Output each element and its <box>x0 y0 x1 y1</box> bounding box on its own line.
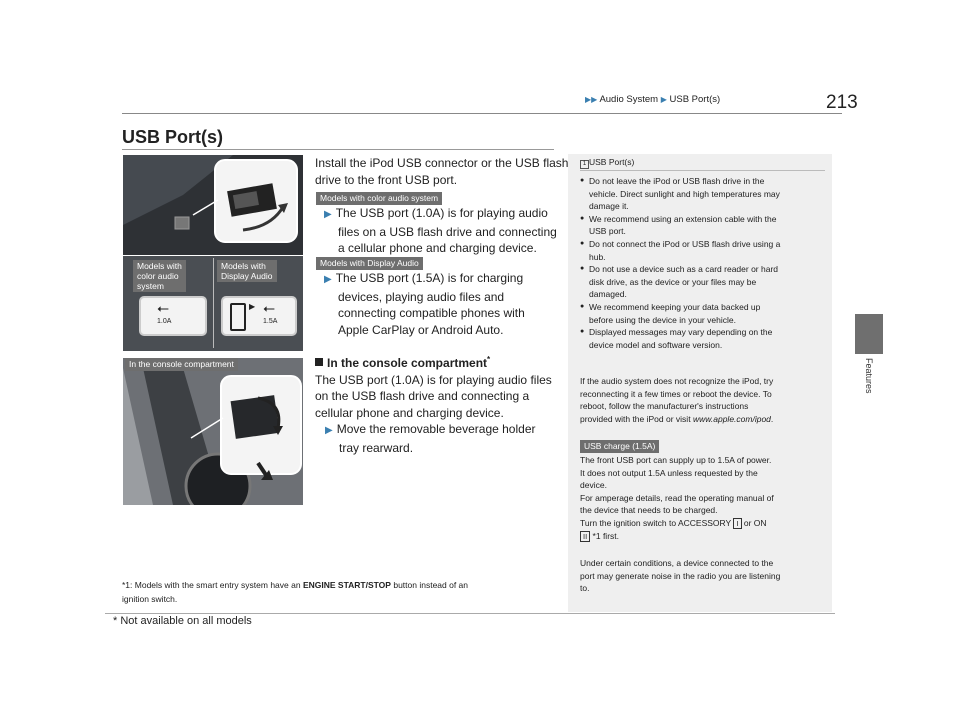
bullet-item <box>580 213 828 238</box>
console-heading <box>315 352 552 372</box>
panel-divider <box>213 258 214 348</box>
port-label-15a: 1.5A <box>263 318 278 325</box>
bullet-line: disk drive, as the device or your files may be <box>589 276 757 287</box>
notes-title-rule <box>580 170 825 171</box>
port-icons-panel <box>123 256 303 351</box>
breadcrumb-arrow-icon: ▶ <box>660 95 667 104</box>
para-line: reboot, follow the manufacturer's instructions <box>580 401 749 412</box>
bullet-line: device model and software version. <box>589 339 723 350</box>
footnote-suffix: button instead of an <box>393 580 469 590</box>
item-line: Apple CarPlay or Android Auto. <box>338 322 504 337</box>
notes-bullets <box>580 175 828 351</box>
usb-15a-description <box>324 270 525 338</box>
item-line: connecting compatible phones with <box>338 306 525 320</box>
para-line: Under certain conditions, a device connected to the <box>580 558 774 568</box>
para-line: the device that needs to be charged. <box>580 505 718 516</box>
bullet-line: USB port. <box>589 226 626 237</box>
notes-charge-paragraph <box>580 454 830 542</box>
pointer-icon: ▶ <box>324 209 332 220</box>
phone-icon <box>230 303 246 331</box>
para-line: to. <box>580 583 590 594</box>
bullet-item <box>580 326 828 351</box>
key-on-icon: II <box>580 531 590 542</box>
footer-divider <box>105 613 835 614</box>
item-line: devices, playing audio files and <box>338 289 505 304</box>
para-line: reconnecting it a few times or reboot the device. To <box>580 388 772 399</box>
footnote <box>122 578 562 606</box>
item-line: The USB port (1.5A) is for charging <box>335 271 524 285</box>
bullet-item <box>580 238 828 263</box>
page-title: USB Port(s) <box>122 127 224 147</box>
tag-line: Models with <box>221 261 266 271</box>
bullet-line: ● Displayed messages may vary depending on the <box>589 327 773 338</box>
tag-line: Models with <box>137 261 182 271</box>
bullet-line: ● Do not connect the iPod or USB flash drive using a <box>589 238 781 249</box>
bullet-line: vehicle. Direct sunlight and high temperatures may <box>589 188 780 199</box>
para-line: provided with the iPod or visit <box>580 413 691 424</box>
intro-line: drive to the front USB port. <box>315 172 458 187</box>
console-asterisk: * <box>487 355 491 364</box>
apple-link[interactable]: www.apple.com/ipod <box>692 413 771 424</box>
notes-title <box>580 157 634 169</box>
tag-models-color-audio: Models with color audio system <box>316 192 442 205</box>
notes-title-text: USB Port(s) <box>589 157 635 167</box>
tag-display-audio-figure <box>217 260 277 282</box>
item-line: a cellular phone and charging device. <box>338 241 537 255</box>
notes-noise-paragraph <box>580 557 830 595</box>
arrow-icon: ▶ <box>249 302 256 311</box>
usb-icon: ⭠ <box>263 300 276 317</box>
bullet-line: damage it. <box>589 201 629 212</box>
bullet-line: ● We recommend using an extension cable with the <box>589 213 777 224</box>
tag-line: Display Audio <box>221 271 273 281</box>
footnote-prefix: *1: Models with the smart entry system have an <box>122 580 301 590</box>
para-line: or ON <box>743 517 767 528</box>
usb-icon: ⭠ <box>157 300 170 317</box>
footnote-bold: ENGINE START/STOP <box>302 580 391 590</box>
item-line: files on a USB flash drive and connecting <box>338 224 557 239</box>
pointer-icon: ▶ <box>325 425 333 436</box>
bullet-item <box>580 175 828 213</box>
breadcrumb <box>585 94 720 105</box>
bullet-line: ● Do not leave the iPod or USB flash drive in the <box>589 176 765 186</box>
bullet-line: hub. <box>589 251 606 262</box>
intro-text <box>315 155 568 188</box>
usb-port-photo <box>123 155 303 255</box>
para-line: port may generate noise in the radio you are listening <box>580 570 781 581</box>
notes-reboot-paragraph <box>580 375 830 425</box>
usb-10a-description <box>324 205 557 257</box>
notes-number-icon: 1 <box>580 160 589 169</box>
availability-note: * Not available on all models <box>113 615 252 627</box>
bullet-line: damaged. <box>589 289 627 300</box>
console-line: cellular phone and charging device. <box>315 405 504 420</box>
para-end: . <box>770 413 774 424</box>
breadcrumb-item-audio-system[interactable]: Audio System <box>599 94 659 105</box>
console-photo <box>123 358 303 505</box>
console-line: The USB port (1.0A) is for playing audio files <box>315 372 552 387</box>
para-line: It does not output 1.5A unless requested by the <box>580 467 758 478</box>
section-square-icon <box>315 358 323 366</box>
bullet-item <box>580 301 828 326</box>
title-divider <box>122 149 554 150</box>
usb-port-1a <box>139 296 207 336</box>
tag-line: system <box>137 281 164 291</box>
side-tab-label: Features <box>864 358 874 394</box>
console-illustration <box>123 358 303 505</box>
console-sub-line: tray rearward. <box>339 440 414 455</box>
port-label-1a: 1.0A <box>157 318 172 325</box>
para-line: The front USB port can supply up to 1.5A of power. <box>580 455 772 465</box>
header-divider <box>122 113 842 114</box>
tag-color-audio-figure <box>133 260 186 292</box>
para-line: Turn the ignition switch to ACCESSORY <box>580 517 732 528</box>
tag-usb-charge: USB charge (1.5A) <box>580 440 659 453</box>
console-figure-tag: In the console compartment <box>125 358 238 371</box>
breadcrumb-item-usb-ports[interactable]: USB Port(s) <box>669 94 721 105</box>
item-line: The USB port (1.0A) is for playing audio <box>335 206 548 220</box>
footnote-line-2: ignition switch. <box>122 594 178 604</box>
breadcrumb-arrow-icon: ▶▶ <box>585 95 598 104</box>
key-accessory-icon: I <box>733 518 741 529</box>
bullet-line: ● We recommend keeping your data backed up <box>589 301 761 312</box>
para-line: For amperage details, read the operating manual of <box>580 492 774 503</box>
console-section <box>315 352 552 456</box>
console-line: on the USB flash drive and connecting a <box>315 389 530 403</box>
page-number: 213 <box>826 92 858 113</box>
bullet-line: ● Do not use a device such as a card reader or hard <box>589 264 778 275</box>
console-sub-line: Move the removable beverage holder <box>336 422 536 436</box>
para-line: device. <box>580 480 607 491</box>
para-line: *1 first. <box>592 530 619 541</box>
pointer-icon: ▶ <box>324 274 332 285</box>
bullet-item <box>580 263 828 301</box>
intro-line: Install the iPod USB connector or the USB flash <box>315 156 569 170</box>
tag-line: color audio <box>137 271 179 281</box>
console-heading-text: In the console compartment <box>327 356 488 370</box>
usb-port-illustration <box>123 155 303 255</box>
tag-models-display-audio: Models with Display Audio <box>316 257 423 270</box>
side-tab <box>855 314 883 354</box>
para-line: If the audio system does not recognize the iPod, try <box>580 376 774 386</box>
usb-port-15a <box>221 296 297 336</box>
bullet-line: before using the device in your vehicle. <box>589 314 736 325</box>
